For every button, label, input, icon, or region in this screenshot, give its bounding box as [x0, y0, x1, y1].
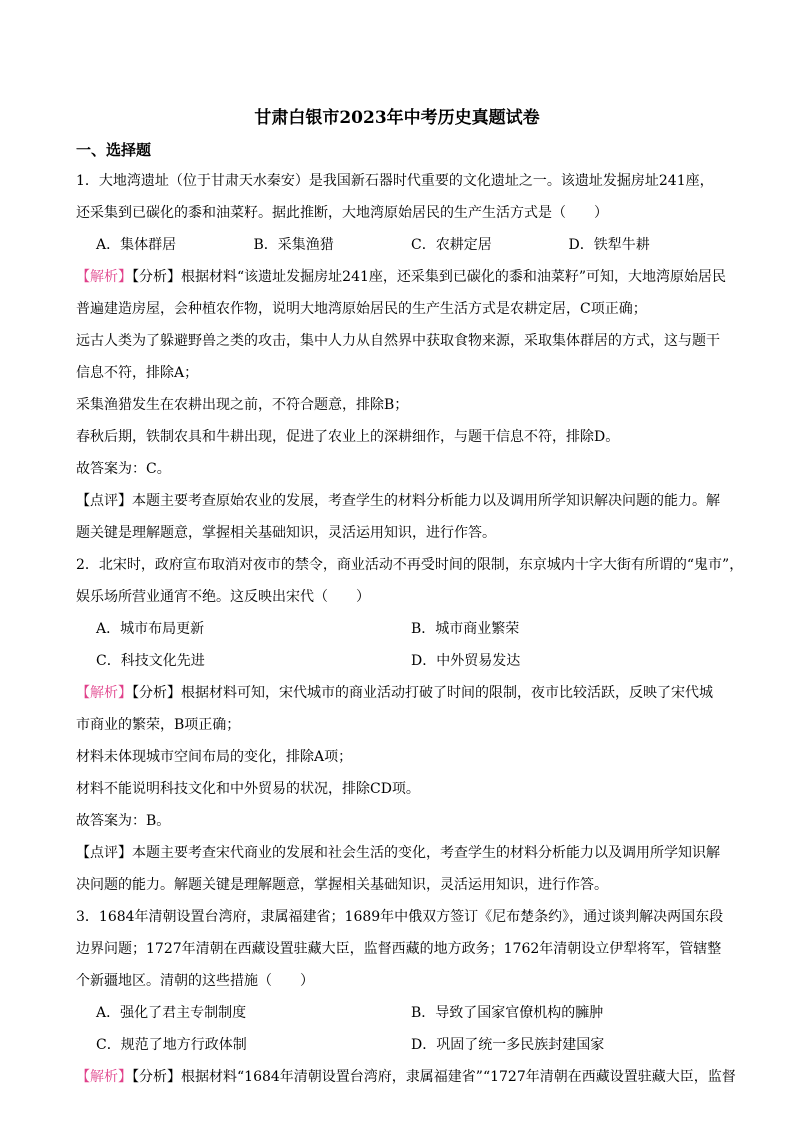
- question-2-option-d: D．中外贸易发达: [411, 653, 521, 669]
- section-heading: 一、选择题: [76, 141, 152, 159]
- question-3-line-3: 个新疆地区。清朝的这些措施（ ）: [76, 973, 314, 989]
- question-2-analysis-line-1: [76, 677, 726, 709]
- page-title: 甘肃白银市2023年中考历史真题试卷: [254, 108, 540, 128]
- question-1-option-d: D．铁犁牛耕: [568, 237, 650, 253]
- question-2-option-b: B．城市商业繁荣: [411, 621, 520, 637]
- question-2-comment-line-2: 决问题的能力。解题关键是理解题意，掌握相关基础知识，灵活运用知识，进行作答。: [76, 877, 608, 893]
- question-1-analysis-line-4: 信息不符，排除A；: [76, 365, 199, 381]
- question-2-analysis-line-3: 材料未体现城市空间布局的变化，排除A项；: [76, 749, 353, 765]
- question-3-option-d: D．巩固了统一多民族封建国家: [411, 1037, 605, 1053]
- analysis-tag: 【解析】: [76, 685, 132, 701]
- question-2-answer: 故答案为：B。: [76, 813, 171, 829]
- question-1-analysis-line-3: 远古人类为了躲避野兽之类的攻击，集中人力从自然界中获取食物来源，采取集体群居的方式，这与题干: [76, 333, 720, 349]
- analysis-text: 【分析】根据材料“该遗址发掘房址241座，还采集到已碳化的黍和油菜籽”可知，大地湾原始居民: [132, 269, 727, 285]
- question-1-analysis-line-5: 采集渔猎发生在农耕出现之前，不符合题意，排除B；: [76, 397, 409, 413]
- question-3-line-2: 边界问题；1727年清朝在西藏设置驻藏大臣，监督西藏的地方政务；1762年清朝设立伊犁将军，管辖整: [76, 941, 722, 957]
- question-1-option-b: B．采集渔猎: [253, 237, 334, 253]
- question-1-line-2: 还采集到已碳化的黍和油菜籽。据此推断，大地湾原始居民的生产生活方式是（ ）: [76, 205, 608, 221]
- question-3-line-1: 3．1684年清朝设置台湾府，隶属福建省；1689年中俄双方签订《尼布楚条约》，通过谈判解决两国东段: [76, 909, 724, 925]
- question-content: [76, 165, 744, 1093]
- analysis-text: 【分析】根据材料“1684年清朝设置台湾府，隶属福建省”“1727年清朝在西藏设置驻藏大臣，监督: [132, 1069, 736, 1085]
- question-2-comment-line-1: 【点评】本题主要考查宋代商业的发展和社会生活的变化，考查学生的材料分析能力以及调用所学知识解: [76, 845, 720, 861]
- question-1-comment-line-1: 【点评】本题主要考查原始农业的发展，考查学生的材料分析能力以及调用所学知识解决问题的能力。解: [76, 493, 720, 509]
- analysis-tag: 【解析】: [76, 269, 132, 285]
- question-2-line-1: 2．北宋时，政府宣布取消对夜市的禁令，商业活动不再受时间的限制，东京城内十字大街有所谓的“鬼市”，: [76, 557, 744, 573]
- analysis-tag: 【解析】: [76, 1069, 132, 1085]
- question-2-analysis-line-2: 市商业的繁荣，B项正确；: [76, 717, 241, 733]
- question-1-line-1: 1．大地湾遗址（位于甘肃天水秦安）是我国新石器时代重要的文化遗址之一。该遗址发掘房址241座，: [76, 173, 714, 189]
- analysis-text: 【分析】根据材料可知，宋代城市的商业活动打破了时间的限制，夜市比较活跃，反映了宋代城: [132, 685, 713, 701]
- question-3-option-c: C．规范了地方行政体制: [96, 1037, 247, 1053]
- question-1-answer: 故答案为：C。: [76, 461, 171, 477]
- question-1-analysis-line-2: 普遍建造房屋，会种植农作物，说明大地湾原始居民的生产生活方式是农耕定居，C项正确；: [76, 301, 647, 317]
- question-3-option-b: B．导致了国家官僚机构的臃肿: [411, 1005, 604, 1021]
- question-1-option-a: A．集体群居: [96, 237, 177, 253]
- question-2-option-c: C．科技文化先进: [96, 653, 205, 669]
- question-1-option-c: C．农耕定居: [411, 237, 492, 253]
- question-3-option-a: A．强化了君主专制制度: [96, 1005, 247, 1021]
- question-1-comment-line-2: 题关键是理解题意，掌握相关基础知识，灵活运用知识，进行作答。: [76, 525, 496, 541]
- question-1-analysis-line-6: 春秋后期，铁制农具和牛耕出现，促进了农业上的深耕细作，与题干信息不符，排除D。: [76, 429, 620, 445]
- question-1-options: [76, 229, 726, 261]
- question-1-analysis-line-1: [76, 261, 726, 293]
- question-3-options-row-2: [76, 1029, 726, 1061]
- question-3-analysis-line-1: [76, 1061, 736, 1093]
- question-2-line-2: 娱乐场所营业通宵不绝。这反映出宋代（ ）: [76, 589, 370, 605]
- question-2-option-a: A．城市布局更新: [96, 621, 205, 637]
- question-2-options-row-1: [76, 613, 726, 645]
- question-2-options-row-2: [76, 645, 726, 677]
- question-3-options-row-1: [76, 997, 726, 1029]
- question-2-analysis-line-4: 材料不能说明科技文化和中外贸易的状况，排除CD项。: [76, 781, 420, 797]
